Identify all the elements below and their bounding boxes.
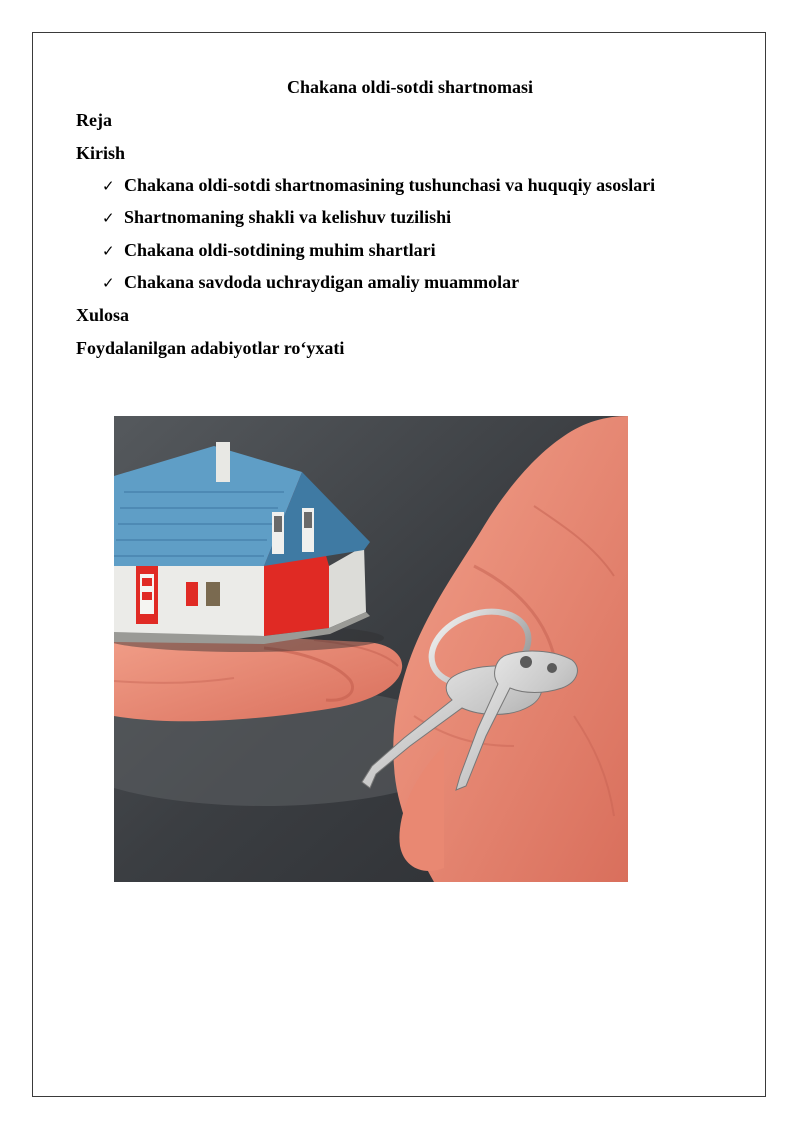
plan-item-label: Chakana oldi-sotdining muhim shartlari — [124, 240, 436, 260]
intro-heading: Kirish — [76, 143, 126, 163]
plan-item-label: Shartnomaning shakli va kelishuv tuzilishi — [124, 207, 452, 227]
check-icon: ✓ — [102, 274, 115, 292]
house-and-keys-illustration — [114, 416, 628, 882]
check-icon: ✓ — [102, 242, 115, 260]
plan-item-label: Chakana oldi-sotdi shartnomasining tushunchasi va huquqiy asoslari — [124, 175, 656, 195]
plan-heading: Reja — [76, 110, 112, 130]
house-and-keys-photo — [114, 416, 628, 882]
references-heading: Foydalanilgan adabiyotlar ro‘yxati — [76, 338, 345, 358]
plan-item-1 — [102, 174, 655, 197]
plan-item-4 — [102, 271, 519, 294]
plan-item-3 — [102, 239, 436, 262]
plan-item-label: Chakana savdoda uchraydigan amaliy muammolar — [124, 272, 520, 292]
document-title: Chakana oldi-sotdi shartnomasi — [286, 77, 534, 97]
check-icon: ✓ — [102, 177, 115, 195]
conclusion-heading: Xulosa — [76, 305, 130, 325]
check-icon: ✓ — [102, 209, 115, 227]
plan-item-2 — [102, 206, 451, 229]
